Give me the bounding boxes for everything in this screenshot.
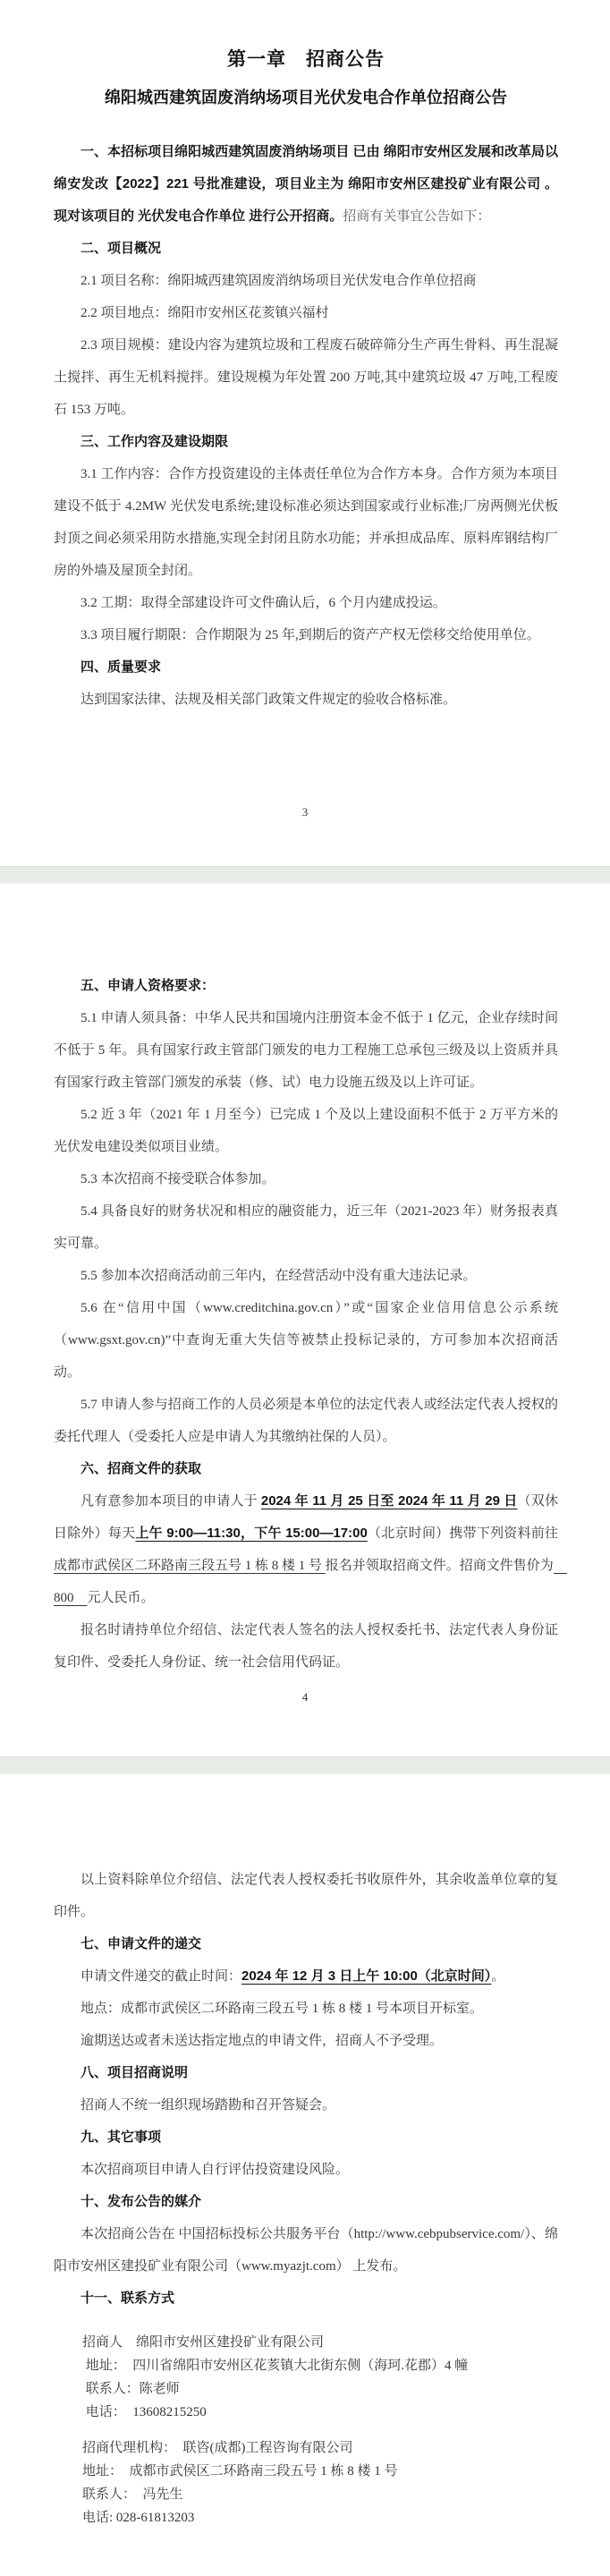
clause-2-1: 2.1 项目名称：绵阳城西建筑固废消纳场项目光伏发电合作单位招商 [80, 274, 477, 288]
clause-6-obtain [54, 1485, 567, 1614]
tenderer-name: 招商人 绵阳市安州区建投矿业有限公司 [82, 2335, 325, 2350]
clause-5-1: 5.1 申请人须具备：中华人民共和国境内注册资本金不低于 1 亿元，企业存续时间不低于 5 年。具有国家行政主管部门颁发的电力工程施工总承包三级及以上资质并具有国家行政主管部门颁发的承装（修、试）电力设施五级及以上许可证。 [54, 1011, 558, 1090]
clause-7-late: 逾期送达或者未送达指定地点的申请文件，招商人不予受理。 [80, 2034, 444, 2048]
clause-7-run-1: 申请文件递交的截止时间： [80, 1969, 242, 1984]
clause-7-location: 地点：成都市武侯区二环路南三段五号 1 栋 8 楼 1 号本项目开标室。 [80, 2002, 484, 2016]
clause-6-run-1: 凡有意参加本项目的申请人于 [80, 1494, 261, 1509]
contact-block [82, 2331, 558, 2529]
agency-contact-person: 联系人： 冯先生 [82, 2487, 183, 2502]
clause-7-run-3: 。 [491, 1969, 505, 1984]
contact-spacer [82, 2424, 558, 2436]
chapter-title: 第一章 招商公告 [227, 49, 385, 70]
clause-5-4: 5.4 具备良好的财务状况和相应的融资能力，近三年（2021-2023 年）财务报表真实可靠。 [54, 1204, 558, 1251]
clause-2-2: 2.2 项目地点：绵阳市安州区花荄镇兴福村 [80, 306, 329, 320]
section-heading-10: 十、发布公告的媒介 [80, 2194, 202, 2209]
section-heading-8: 八、项目招商说明 [80, 2065, 189, 2080]
clause-4: 达到国家法律、法规及相关部门政策文件规定的验收合格标准。 [80, 693, 457, 707]
section-heading-3: 三、工作内容及建设期限 [80, 434, 229, 449]
section-heading-5: 五、申请人资格要求： [80, 978, 216, 993]
clause-8: 招商人不统一组织现场踏勘和召开答疑会。 [80, 2098, 336, 2113]
section-heading-9: 九、其它事项 [80, 2130, 162, 2145]
agency-address: 地址： 成都市武侯区二环路南三段五号 1 栋 8 楼 1 号 [82, 2464, 398, 2478]
registration-hours: 上午 9:00—11:30，下午 15:00—17:00 [135, 1526, 368, 1541]
agency-phone: 电话: 028-61813203 [82, 2511, 195, 2525]
clause-3-2: 3.2 工期：取得全部建设许可文件确认后，6 个月内建成投运。 [80, 596, 446, 610]
registration-address: 成都市武侯区二环路南三段五号 1 栋 8 楼 1 号 [54, 1559, 326, 1573]
clause-9: 本次招商项目申请人自行评估投资建设风险。 [80, 2163, 350, 2177]
page-number-3: 3 [301, 805, 309, 819]
clause-2-3: 2.3 项目规模：建设内容为建筑垃圾和工程废石破碎筛分生产再生骨料、再生混凝土搅拌、再生无机料搅拌。建设规模为年处置 200 万吨,其中建筑垃圾 47 万吨,工程废石 153 万吨。 [54, 338, 558, 417]
clause-1 [54, 136, 558, 233]
clause-6-run-5: （北京时间）携带下列资料前往 [367, 1526, 558, 1541]
clause-6-materials: 报名时请持单位介绍信、法定代表人签名的法人授权委托书、法定代表人身份证复印件、受委托人身份证、统一社会信用代码证。 [54, 1623, 558, 1670]
clause-1-main: 一、本招标项目绵阳城西建筑固废消纳场项目 已由 绵阳市安州区发展和改革局以 绵安发改【2022】221 号批准建设，项目业主为 绵阳市安州区建投矿业有限公司 。现对该项目的 光伏发电合作单位 进行公开招商。 [54, 144, 558, 224]
tenderer-phone: 电话： 13608215250 [82, 2405, 207, 2419]
tenderer-contact-person: 联系人：陈老师 [82, 2382, 180, 2396]
clause-3-1: 3.1 工作内容：合作方投资建设的主体责任单位为合作方本身。合作方须为本项目建设不低于 4.2MW 光伏发电系统;建设标准必须达到国家或行业标准;厂房两侧光伏板封顶之间必须采用防水措施,实现全封闭且防水功能；并承担成品库、原料库钢结构厂房的外墙及屋顶全封闭。 [54, 467, 558, 578]
clause-1-tail: 招商有关事宜公告如下： [343, 209, 491, 224]
clause-5-5: 5.5 参加本次招商活动前三年内，在经营活动中没有重大违法记录。 [80, 1269, 477, 1283]
clause-7-deadline [54, 1960, 558, 1993]
clause-6-run-3: （双休日除外）每天 [54, 1494, 558, 1541]
clause-3-3: 3.3 项目履行期限：合作期限为 25 年,到期后的资产产权无偿移交给使用单位。 [80, 628, 540, 642]
clause-5-3: 5.3 本次招商不接受联合体参加。 [80, 1172, 275, 1186]
tenderer-address: 地址： 四川省绵阳市安州区花荄镇大北街东侧（海珂.花郡）4 幢 [82, 2359, 469, 2373]
section-heading-7: 七、申请文件的递交 [80, 1936, 202, 1951]
page-separator-1 [0, 866, 610, 884]
clause-5-7: 5.7 申请人参与招商工作的人员必须是本单位的法定代表人或经法定代表人授权的委托代理人（受委托人应是申请人为其缴纳社保的人员）。 [54, 1398, 558, 1444]
page-1 [0, 0, 610, 866]
page-number-4: 4 [301, 1690, 309, 1704]
submission-deadline: 2024 年 12 月 3 日上午 10:00（北京时间） [241, 1968, 492, 1984]
clause-6-run-7: 报名并领取招商文件。招商文件售价为 [325, 1559, 554, 1573]
clause-5-2: 5.2 近 3 年（2021 年 1 月至今）已完成 1 个及以上建设面积不低于 2 万平方米的光伏发电建设类似项目业绩。 [54, 1108, 558, 1154]
section-heading-4: 四、质量要求 [80, 659, 162, 675]
section-heading-2: 二、项目概况 [80, 241, 162, 256]
page-separator-2 [0, 1756, 610, 1774]
page-2 [0, 884, 610, 1756]
clause-5-6: 5.6 在“信用中国（www.creditchina.gov.cn）”或“国家企业信用信息公示系统（www.gsxt.gov.cn)”中查询无重大失信等被禁止投标记录的，方可参加本次招商活动。 [54, 1301, 558, 1380]
document-price: 800 [54, 1559, 567, 1605]
clause-6-run-9: 元人民币。 [87, 1591, 155, 1605]
agency-name: 招商代理机构： 联咨(成都)工程咨询有限公司 [82, 2441, 353, 2455]
page-3 [0, 1774, 610, 2576]
section-heading-6: 六、招商文件的获取 [80, 1461, 202, 1476]
section-heading-11: 十一、联系方式 [80, 2291, 175, 2306]
clause-10-media: 本次招商公告在 中国招标投标公共服务平台（http://www.cebpubservice.com/）、绵阳市安州区建投矿业有限公司（www.myazjt.com） 上发布。 [54, 2227, 558, 2274]
clause-copies: 以上资料除单位介绍信、法定代表人授权委托书收原件外，其余收盖单位章的复印件。 [54, 1873, 558, 1919]
registration-date-range: 2024 年 11 月 25 日至 2024 年 11 月 29 日 [260, 1493, 518, 1509]
doc-subtitle: 绵阳城西建筑固废消纳场项目光伏发电合作单位招商公告 [105, 89, 507, 106]
